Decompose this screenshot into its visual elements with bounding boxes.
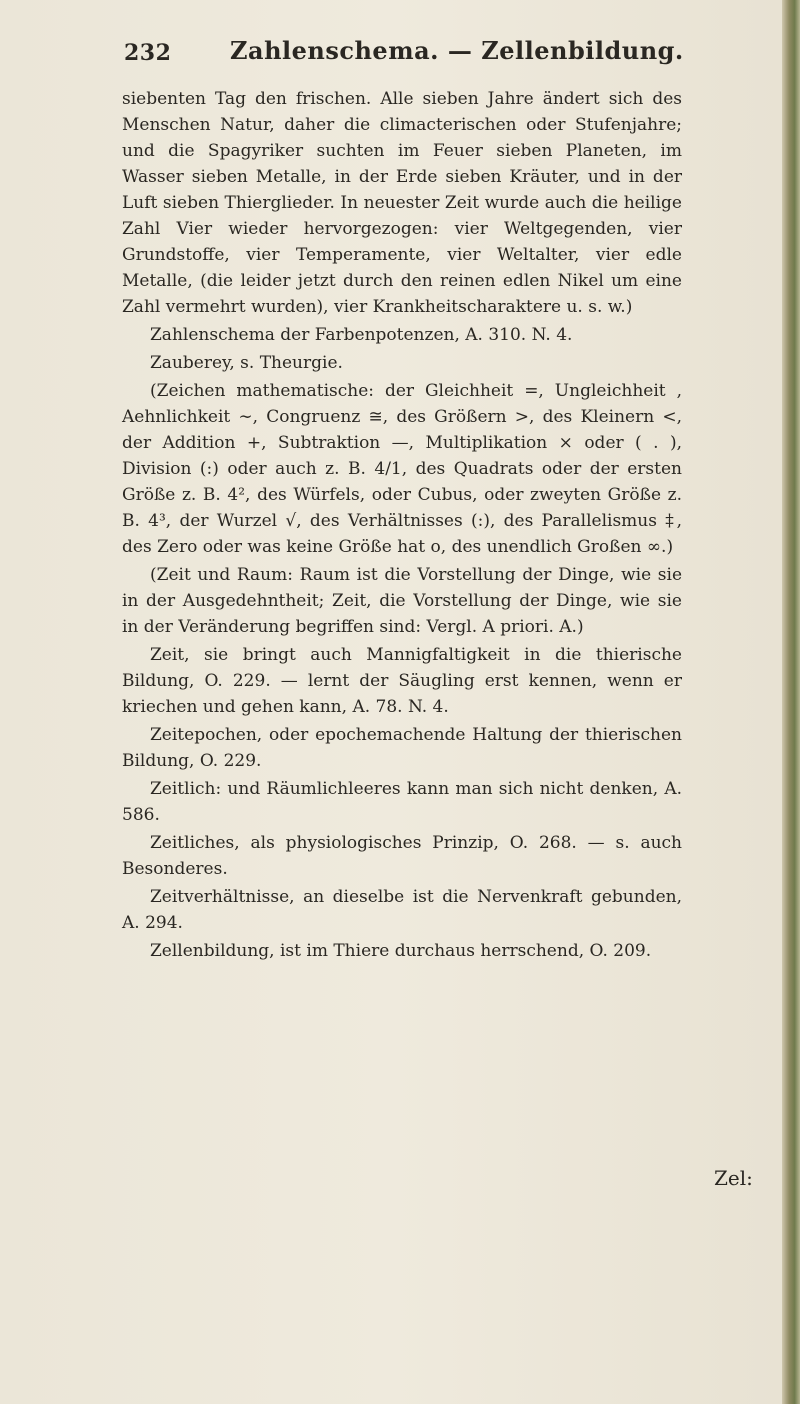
index-entry: Zeitlich: und Räumlichleeres kann man sich nicht denken, A. 586. [122, 779, 682, 825]
index-entry: Zeitepochen, oder epochemachende Haltung der thierischen Bildung, O. 229. [122, 725, 682, 771]
index-entry: Zeit, sie bringt auch Mannigfaltigkeit in die thierische Bildung, O. 229. — lernt der Säugling erst kennen, wenn er kriechen und gehen kann, A. 78. N. 4. [122, 645, 682, 717]
index-entry: Zahlenschema der Farbenpotenzen, A. 310. N. 4. [150, 325, 573, 345]
index-entry: Zauberey, s. Theurgie. [150, 353, 343, 373]
page-edge [782, 0, 800, 1404]
page-number: 232 [124, 40, 172, 66]
index-entry: (Zeichen mathematische: der Gleichheit =, Ungleichheit , Aehnlichkeit ∼, Congruenz ≅, des Größern >, des Kleinern <, der Addition +, Subtraktion —, Multiplikation × oder ( . ), Division (:) oder auch z. B. 4/1, des Quadrats oder der ersten Größe z. B. 4², des Würfels, oder Cubus, oder zweyten Größe z. B. 4³, der Wurzel √, des Verhältnisses (:), des Parallelismus ‡, des Zero oder was keine Größe hat o, des unendlich Großen ∞.) [122, 381, 682, 557]
page-body [122, 86, 682, 964]
index-entry: Zeitliches, als physiologisches Prinzip, O. 268. — s. auch Besonderes. [122, 833, 682, 879]
running-header [124, 36, 684, 72]
continuation-paragraph: siebenten Tag den frischen. Alle sieben Jahre ändert sich des Menschen Natur, daher die climacterischen oder Stufenjahre; und die Spagyriker suchten im Feuer sieben Planeten, im Wasser sieben Metalle, in der Erde sieben Kräuter, und in der Luft sieben Thierglieder. In neuester Zeit wurde auch die heilige Zahl Vier wieder hervorgezogen: vier Weltgegenden, vier Grundstoffe, vier Temperamente, vier Weltalter, vier edle Metalle, (die leider jetzt durch den reinen edlen Nikel um eine Zahl vermehrt wurden), vier Krankheitscharaktere u. s. w.) [122, 89, 682, 317]
running-title: Zahlenschema. — Zellenbildung. [230, 36, 684, 65]
index-entry: Zellenbildung, ist im Thiere durchaus herrschend, O. 209. [150, 941, 652, 961]
catchword: Zel: [714, 1166, 753, 1190]
index-entry: (Zeit und Raum: Raum ist die Vorstellung der Dinge, wie sie in der Ausgedehntheit; Zeit, die Vorstellung der Dinge, wie sie in der Veränderung begriffen sind: Vergl. A priori. A.) [122, 565, 682, 637]
index-entry: Zeitverhältnisse, an dieselbe ist die Nervenkraft gebunden, A. 294. [122, 887, 682, 933]
